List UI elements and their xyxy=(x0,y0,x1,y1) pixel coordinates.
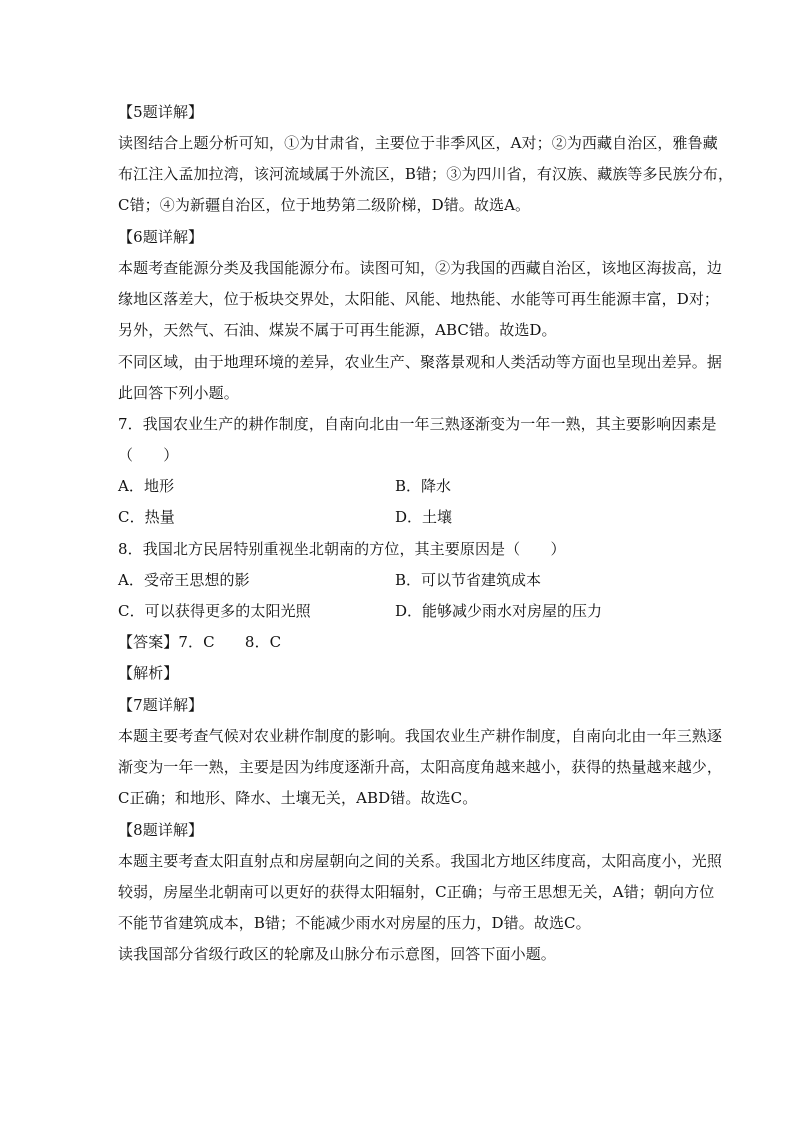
q7-option-c: C．热量 xyxy=(118,508,175,526)
q5-explanation-line: 读图结合上题分析可知，①为甘肃省，主要位于非季风区，A对；②为西藏自治区，雅鲁藏 xyxy=(118,134,718,152)
q5-explanation-line: 布江注入孟加拉湾，该河流域属于外流区，B错；③为四川省，有汉族、藏族等多民族分布， xyxy=(118,165,734,183)
q7-explanation-line: C正确；和地形、降水、土壤无关，ABD错。故选C。 xyxy=(118,789,478,807)
q8-explanation-line: 不能节省建筑成本，B错；不能减少雨水对房屋的压力，D错。故选C。 xyxy=(118,914,591,932)
q7-option-d: D．土壤 xyxy=(395,508,453,526)
analysis-heading: 【解析】 xyxy=(118,664,179,682)
q8-stem: 8．我国北方民居特别重视坐北朝南的方位，其主要原因是（ ） xyxy=(118,540,566,558)
q7-option-a: A．地形 xyxy=(118,477,175,495)
q5-explanation-line: C错；④为新疆自治区，位于地势第二级阶梯，D错。故选A。 xyxy=(118,196,531,214)
q8-explanation-heading: 【8题详解】 xyxy=(118,821,204,839)
q7-option-b: B．降水 xyxy=(395,477,452,495)
q7-explanation-line: 渐变为一年一熟，主要是因为纬度逐渐升高，太阳高度角越来越小，获得的热量越来越少， xyxy=(118,758,723,776)
outro-text-line: 读我国部分省级行政区的轮廓及山脉分布示意图，回答下面小题。 xyxy=(118,945,556,963)
q8-option-d: D．能够减少雨水对房屋的压力 xyxy=(395,602,603,620)
intro-text-line: 不同区域，由于地理环境的差异，农业生产、聚落景观和人类活动等方面也呈现出差异。据 xyxy=(118,353,723,371)
answer-line: 【答案】7．C 8．C xyxy=(118,633,282,651)
q6-explanation-line: 缘地区落差大，位于板块交界处，太阳能、风能、地热能、水能等可再生能源丰富，D对； xyxy=(118,290,720,308)
q8-option-c: C．可以获得更多的太阳光照 xyxy=(118,602,311,620)
q7-answer-blank: （ ） xyxy=(118,446,179,464)
q8-option-a: A．受帝王思想的影 xyxy=(118,571,250,589)
intro-text-line: 此回答下列小题。 xyxy=(118,384,239,402)
q6-explanation-line: 另外，天然气、石油、煤炭不属于可再生能源，ABC错。故选D。 xyxy=(118,321,557,339)
q7-stem: 7．我国农业生产的耕作制度，自南向北由一年三熟逐渐变为一年一熟，其主要影响因素是 xyxy=(118,415,717,433)
q8-option-b: B．可以节省建筑成本 xyxy=(395,571,542,589)
q6-explanation-heading: 【6题详解】 xyxy=(118,228,204,246)
q6-explanation-line: 本题考查能源分类及我国能源分布。读图可知，②为我国的西藏自治区，该地区海拔高，边 xyxy=(118,259,723,277)
q7-explanation-heading: 【7题详解】 xyxy=(118,696,204,714)
q8-explanation-line: 较弱，房屋坐北朝南可以更好的获得太阳辐射，C正确；与帝王思想无关，A错；朝向方位 xyxy=(118,883,715,901)
q7-explanation-line: 本题主要考查气候对农业耕作制度的影响。我国农业生产耕作制度，自南向北由一年三熟逐 xyxy=(118,727,723,745)
q5-explanation-heading: 【5题详解】 xyxy=(118,103,204,121)
q8-explanation-line: 本题主要考查太阳直射点和房屋朝向之间的关系。我国北方地区纬度高，太阳高度小，光照 xyxy=(118,852,723,870)
